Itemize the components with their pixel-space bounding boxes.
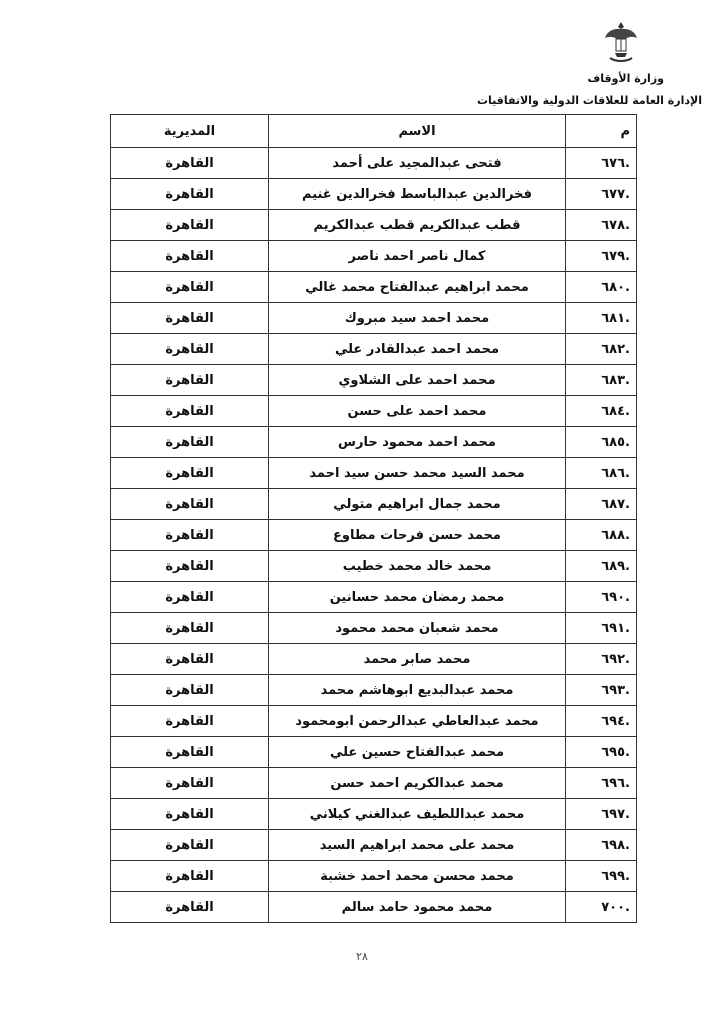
row-directorate: القاهرة <box>111 458 269 489</box>
row-name: محمد على محمد ابراهيم السيد <box>269 830 566 861</box>
table-row <box>111 675 637 706</box>
table-row <box>111 706 637 737</box>
row-name: محمد جمال ابراهيم متولي <box>269 489 566 520</box>
table-row <box>111 241 637 272</box>
row-number: .٦٨٧ <box>566 489 637 520</box>
column-header-directorate: المديرية <box>111 115 269 148</box>
row-directorate: القاهرة <box>111 861 269 892</box>
row-number: .٦٩٦ <box>566 768 637 799</box>
row-number: .٦٩٧ <box>566 799 637 830</box>
row-number: .٦٩١ <box>566 613 637 644</box>
row-name: فتحى عبدالمجيد على أحمد <box>269 148 566 179</box>
row-directorate: القاهرة <box>111 303 269 334</box>
row-directorate: القاهرة <box>111 520 269 551</box>
table-row <box>111 365 637 396</box>
row-number: .٦٧٩ <box>566 241 637 272</box>
row-directorate: القاهرة <box>111 396 269 427</box>
row-name: محمد احمد على حسن <box>269 396 566 427</box>
row-directorate: القاهرة <box>111 582 269 613</box>
table-row <box>111 179 637 210</box>
row-name: كمال ناصر احمد ناصر <box>269 241 566 272</box>
row-number: .٦٧٧ <box>566 179 637 210</box>
table-row <box>111 458 637 489</box>
row-directorate: القاهرة <box>111 830 269 861</box>
row-name: محمد عبدالعاطي عبدالرحمن ابومحمود <box>269 706 566 737</box>
table-row <box>111 768 637 799</box>
row-number: .٦٨٨ <box>566 520 637 551</box>
row-directorate: القاهرة <box>111 179 269 210</box>
row-name: محمد السيد محمد حسن سيد احمد <box>269 458 566 489</box>
table-row <box>111 892 637 923</box>
table-row <box>111 582 637 613</box>
row-name: محمد ابراهيم عبدالفتاح محمد غالي <box>269 272 566 303</box>
table-header-row <box>111 115 637 148</box>
row-directorate: القاهرة <box>111 210 269 241</box>
row-name: محمد عبدالفتاح حسين علي <box>269 737 566 768</box>
row-number: .٦٨٦ <box>566 458 637 489</box>
row-directorate: القاهرة <box>111 768 269 799</box>
row-directorate: القاهرة <box>111 644 269 675</box>
row-number: .٦٩٠ <box>566 582 637 613</box>
column-header-name: الاسم <box>269 115 566 148</box>
table-row <box>111 489 637 520</box>
department-name: الإدارة العامة للعلاقات الدولية والاتفاقيات <box>476 94 702 107</box>
table-row <box>111 303 637 334</box>
table-row <box>111 272 637 303</box>
row-name: محمد احمد سيد مبروك <box>269 303 566 334</box>
row-directorate: القاهرة <box>111 706 269 737</box>
row-number: .٦٨٠ <box>566 272 637 303</box>
row-number: .٧٠٠ <box>566 892 637 923</box>
row-name: محمد محسن محمد احمد خشبة <box>269 861 566 892</box>
row-name: محمد احمد على الشلاوي <box>269 365 566 396</box>
table-row <box>111 830 637 861</box>
row-number: .٦٨٥ <box>566 427 637 458</box>
row-number: .٦٨١ <box>566 303 637 334</box>
table-row <box>111 613 637 644</box>
row-directorate: القاهرة <box>111 272 269 303</box>
table-row <box>111 396 637 427</box>
names-table-container <box>110 114 630 923</box>
table-body <box>111 148 637 923</box>
row-directorate: القاهرة <box>111 675 269 706</box>
row-name: محمد رمضان محمد حسانين <box>269 582 566 613</box>
table-row <box>111 799 637 830</box>
table-row <box>111 210 637 241</box>
row-directorate: القاهرة <box>111 799 269 830</box>
table-row <box>111 737 637 768</box>
row-directorate: القاهرة <box>111 489 269 520</box>
row-directorate: القاهرة <box>111 427 269 458</box>
row-number: .٦٩٢ <box>566 644 637 675</box>
page-number: ٢٨ <box>356 950 368 963</box>
row-name: محمد احمد محمود حارس <box>269 427 566 458</box>
row-name: محمد عبدالكريم احمد حسن <box>269 768 566 799</box>
row-directorate: القاهرة <box>111 737 269 768</box>
ministry-name: وزارة الأوقاف <box>587 72 664 85</box>
row-directorate: القاهرة <box>111 241 269 272</box>
table-row <box>111 427 637 458</box>
row-name: محمد خالد محمد خطيب <box>269 551 566 582</box>
row-number: .٦٧٨ <box>566 210 637 241</box>
letterhead <box>462 20 702 112</box>
row-name: محمد حسن فرحات مطاوع <box>269 520 566 551</box>
row-name: محمد شعبان محمد محمود <box>269 613 566 644</box>
row-number: .٦٩٤ <box>566 706 637 737</box>
table-row <box>111 551 637 582</box>
row-directorate: القاهرة <box>111 892 269 923</box>
row-directorate: القاهرة <box>111 613 269 644</box>
row-directorate: القاهرة <box>111 365 269 396</box>
column-header-num: م <box>566 115 637 148</box>
row-name: محمد عبداللطيف عبدالغني كيلاني <box>269 799 566 830</box>
row-number: .٦٧٦ <box>566 148 637 179</box>
row-number: .٦٨٣ <box>566 365 637 396</box>
row-number: .٦٨٩ <box>566 551 637 582</box>
row-name: محمد عبدالبديع ابوهاشم محمد <box>269 675 566 706</box>
row-number: .٦٩٩ <box>566 861 637 892</box>
table-row <box>111 861 637 892</box>
table-row <box>111 148 637 179</box>
table-row <box>111 644 637 675</box>
row-directorate: القاهرة <box>111 148 269 179</box>
names-table <box>110 114 637 923</box>
table-row <box>111 520 637 551</box>
egypt-eagle-emblem-icon <box>604 20 638 64</box>
row-name: محمد صابر محمد <box>269 644 566 675</box>
row-number: .٦٨٢ <box>566 334 637 365</box>
row-number: .٦٨٤ <box>566 396 637 427</box>
row-directorate: القاهرة <box>111 551 269 582</box>
row-name: محمد محمود حامد سالم <box>269 892 566 923</box>
row-directorate: القاهرة <box>111 334 269 365</box>
row-number: .٦٩٨ <box>566 830 637 861</box>
row-number: .٦٩٣ <box>566 675 637 706</box>
row-number: .٦٩٥ <box>566 737 637 768</box>
row-name: محمد احمد عبدالقادر علي <box>269 334 566 365</box>
table-row <box>111 334 637 365</box>
row-name: قطب عبدالكريم قطب عبدالكريم <box>269 210 566 241</box>
row-name: فخرالدين عبدالباسط فخرالدين غنيم <box>269 179 566 210</box>
